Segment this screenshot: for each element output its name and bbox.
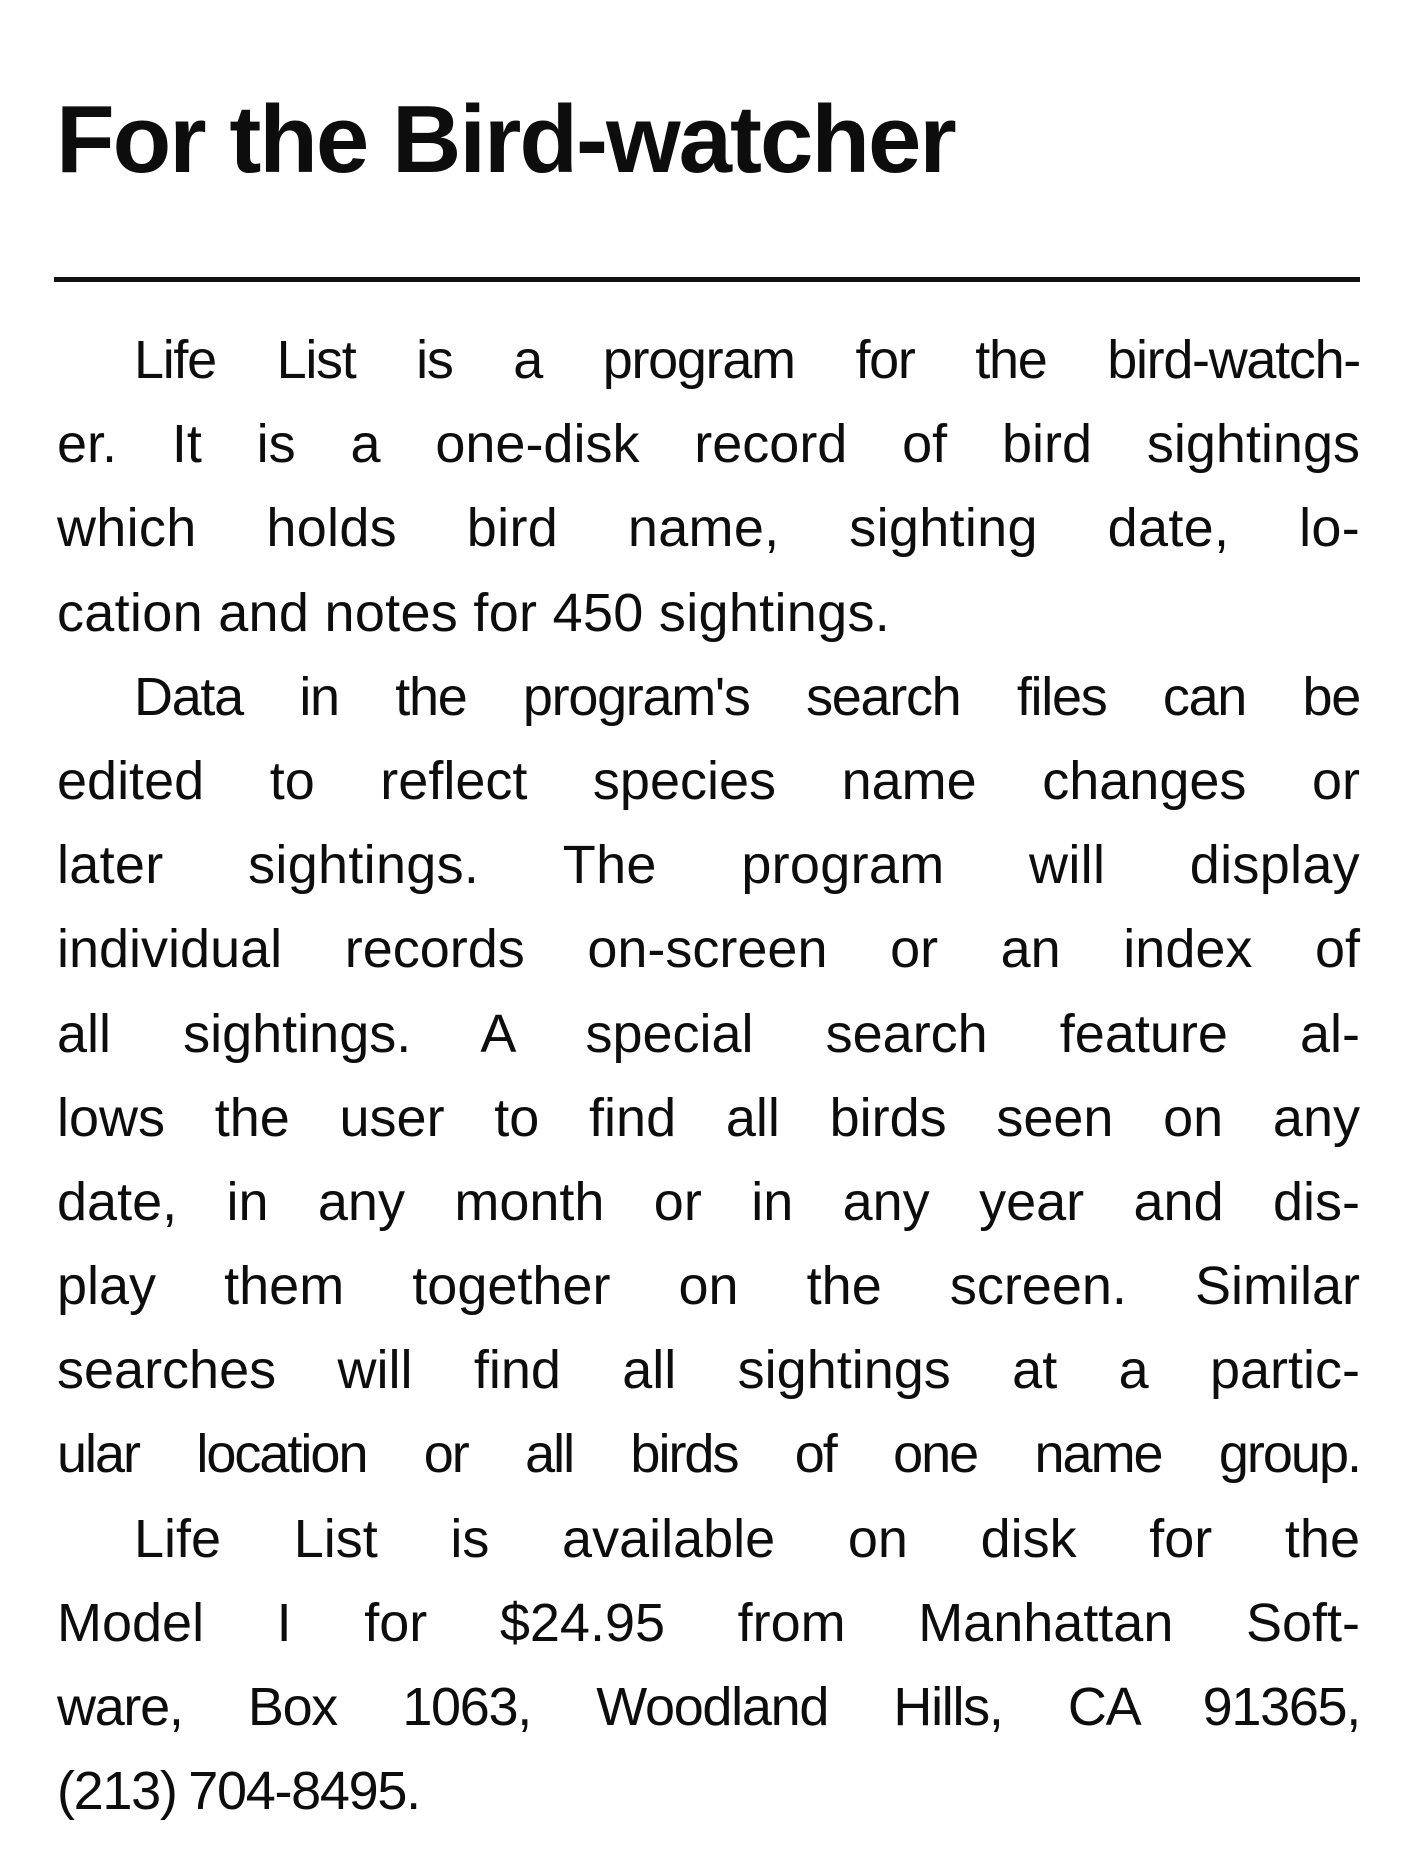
article-line-16: Model I for $24.95 from Manhattan Soft- [57,1592,1360,1653]
article-line-10: lows the user to find all birds seen on any [57,1087,1360,1148]
article-line-18: (213) 704-8495. [57,1761,420,1822]
article-line-11: date, in any month or in any year and dis- [57,1171,1360,1232]
article-line-14: ular location or all birds of one name group. [57,1424,1360,1485]
article-line-5: Data in the program's search files can be [134,666,1360,727]
article-line-15: Life List is available on disk for the [134,1508,1360,1569]
title-divider [54,277,1360,282]
article-line-4: cation and notes for 450 sightings. [57,582,891,643]
article-line-12: play them together on the screen. Similar [57,1256,1360,1317]
article-line-2: er. It is a one-disk record of bird sightings [57,414,1360,475]
article-title: For the Bird-watcher [56,86,955,193]
article-line-1: Life List is a program for the bird-watch- [134,330,1360,390]
article-line-9: all sightings. A special search feature al- [57,1003,1360,1064]
article-line-17: ware, Box 1063, Woodland Hills, CA 91365, [57,1677,1360,1737]
article-line-13: searches will find all sightings at a partic- [57,1340,1360,1401]
article-line-8: individual records on-screen or an index of [57,919,1360,980]
article-line-7: later sightings. The program will display [57,835,1360,896]
article-line-3: which holds bird name, sighting date, lo- [57,498,1360,559]
article-body [57,318,1360,1833]
article-line-6: edited to reflect species name changes or [57,750,1360,811]
